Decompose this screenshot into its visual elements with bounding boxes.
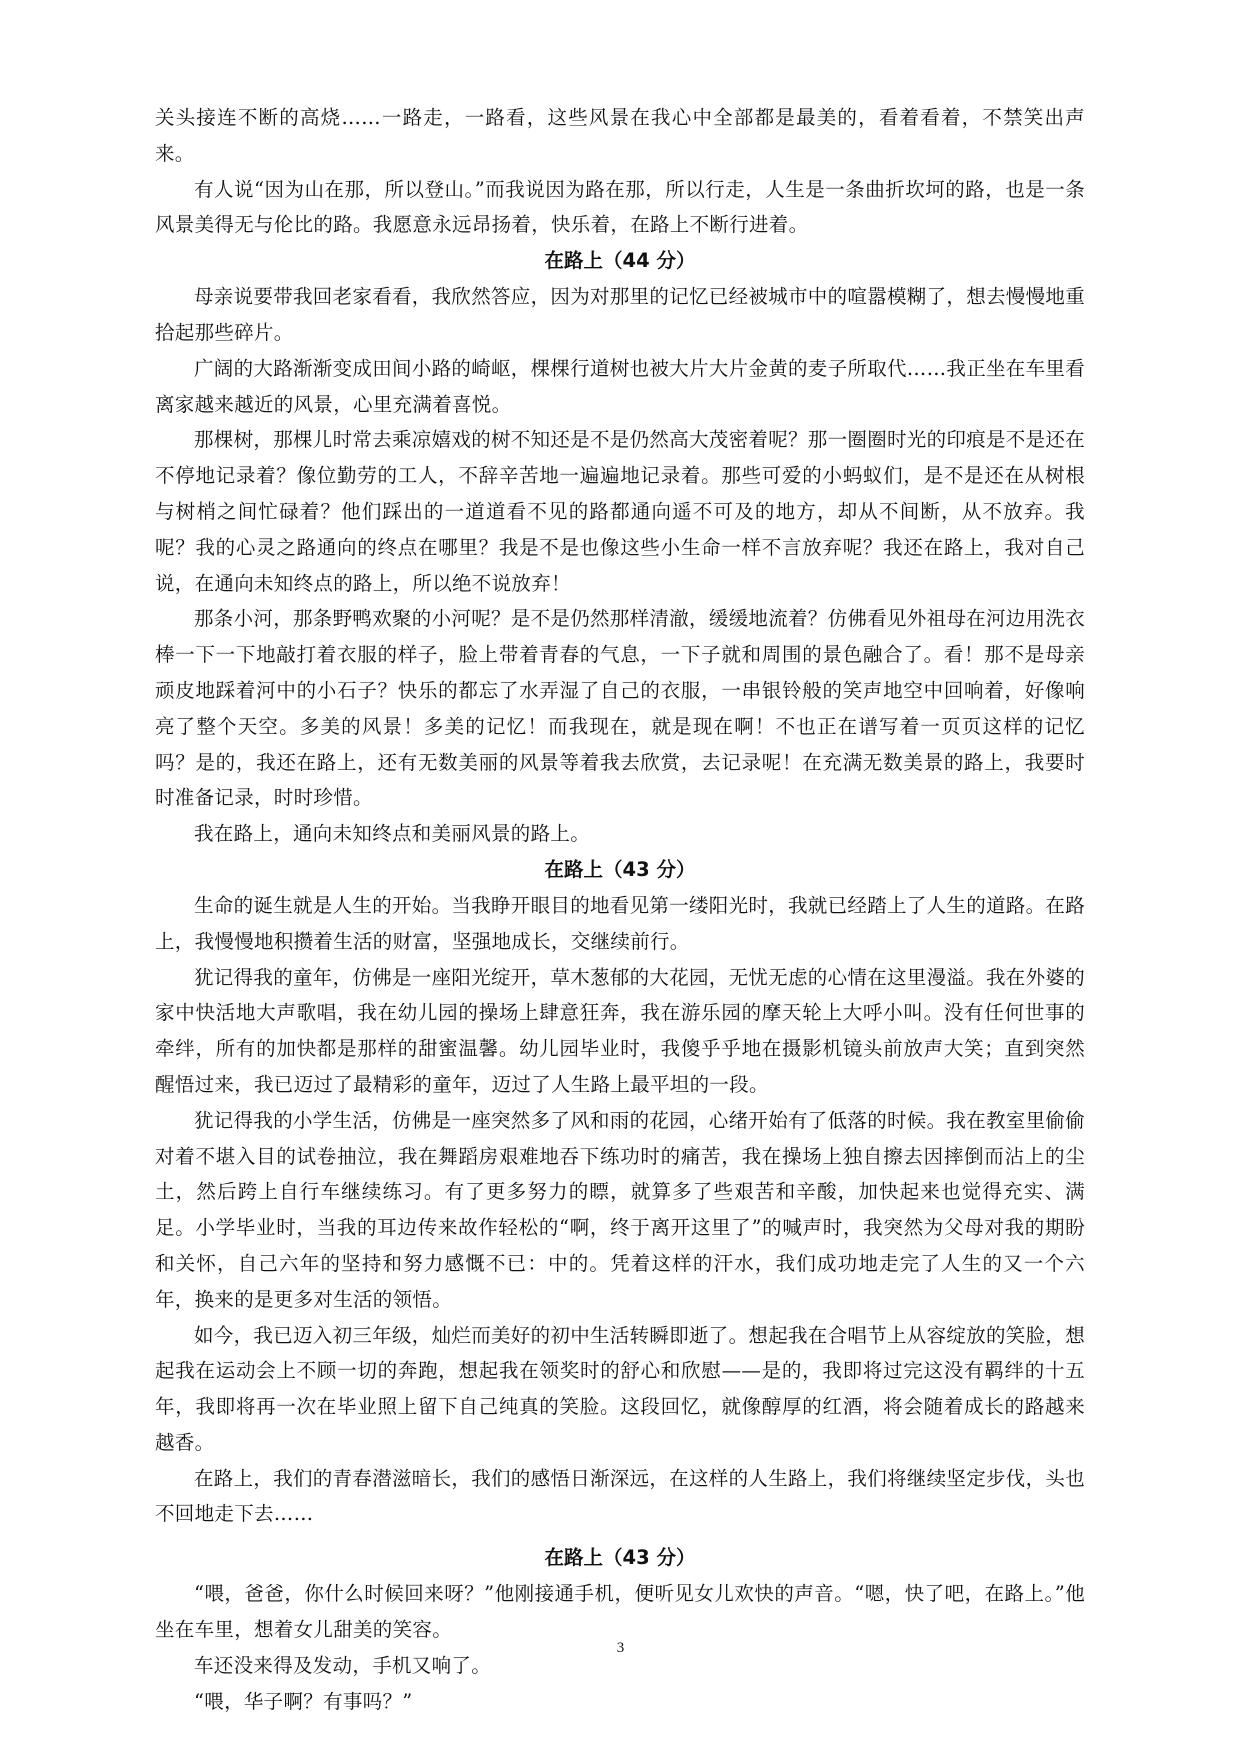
- essay-1-paragraph-2: 广阔的大路渐渐变成田间小路的崎岖，棵棵行道树也被大片大片金黄的麦子所取代……我正坐在车里看离家越来越近的风景，心里充满着喜悦。: [155, 356, 1086, 416]
- essay-2-paragraph-4: 如今，我已迈入初三年级，灿烂而美好的初中生活转瞬即逝了。想起我在合唱节上从容绽放的笑脸，想起我在运动会上不顾一切的奔跑，想起我在领奖时的舒心和欣慰——是的，我即将过完这没有羁绊的十五年，我即将再一次在毕业照上留下自己纯真的笑脸。这段回忆，就像醇厚的红酒，将会随着成长的路越来越香。: [155, 1323, 1086, 1454]
- page-number: 3: [616, 1640, 625, 1656]
- essay-3-paragraph-3: “喂，华子啊？有事吗？”: [194, 1689, 413, 1713]
- intro-paragraph-2: 有人说“因为山在那，所以登山。”而我说因为路在那，所以行走，人生是一条曲折坎坷的路，也是一条风景美得无与伦比的路。我愿意永远昂扬着，快乐着，在路上不断行进着。: [155, 177, 1085, 237]
- essay-2-paragraph-1: 生命的诞生就是人生的开始。当我睁开眼目的地看见第一缕阳光时，我就已经踏上了人生的道路。在路上，我慢慢地积攒着生活的财富，坚强地成长，交继续前行。: [155, 893, 1086, 953]
- essay-1-paragraph-1: 母亲说要带我回老家看看，我欣然答应，因为对那里的记忆已经被城市中的喧嚣模糊了，想去慢慢地重拾起那些碎片。: [155, 285, 1086, 344]
- document-page: [155, 100, 1085, 1720]
- essay-3-paragraph-2: 车还没来得及发动，手机又响了。: [194, 1653, 492, 1677]
- essay-3-paragraph-1: “喂，爸爸，你什么时候回来呀？”他刚接通手机，便听见女儿欢快的声音。“嗯，快了吧，在路上。”他坐在车里，想着女儿甜美的笑容。: [155, 1582, 1085, 1642]
- essay-3-title: 在路上（43 分）: [544, 1546, 696, 1570]
- essay-1-paragraph-5: 我在路上，通向未知终点和美丽风景的路上。: [194, 822, 591, 846]
- essay-1-title: 在路上（44 分）: [544, 249, 696, 273]
- essay-2-paragraph-2: 犹记得我的童年，仿佛是一座阳光绽开，草木葱郁的大花园，无忧无虑的心情在这里漫溢。我在外婆的家中快活地大声歌唱，我在幼儿园的操场上肆意狂奔，我在游乐园的摩天轮上大呼小叫。没有任何世事的牵绊，所有的加快都是那样的甜蜜温馨。幼儿园毕业时，我傻乎乎地在摄影机镜头前放声大笑；直到突然醒悟过来，我已迈过了最精彩的童年，迈过了人生路上最平坦的一段。: [155, 965, 1086, 1096]
- essay-2-paragraph-3: 犹记得我的小学生活，仿佛是一座突然多了风和雨的花园，心绪开始有了低落的时候。我在教室里偷偷对着不堪入目的试卷抽泣，我在舞蹈房艰难地吞下练功时的痛苦，我在操场上独自擦去因摔倒而沾上的尘土，然后跨上自行车继续练习。有了更多努力的瞟，就算多了些艰苦和辛酸，加快起来也觉得充实、满足。小学毕业时，当我的耳边传来故作轻松的“啊，终于离开这里了”的喊声时，我突然为父母对我的期盼和关怀，自己六年的坚持和努力感慨不已：中的。凭着这样的汗水，我们成功地走完了人生的又一个六年，换来的是更多对生活的领悟。: [155, 1108, 1086, 1311]
- essay-1-paragraph-4: 那条小河，那条野鸭欢聚的小河呢？是不是仍然那样清澈，缓缓地流着？仿佛看见外祖母在河边用洗衣棒一下一下地敲打着衣服的样子，脸上带着青春的气息，一下子就和周围的景色融合了。看！那不是母亲顽皮地踩着河中的小石子？快乐的都忘了水弄湿了自己的衣服，一串银铃般的笑声地空中回响着，好像响亮了整个天空。多美的风景！多美的记忆！而我现在，就是现在啊！不也正在谱写着一页页这样的记忆吗？是的，我还在路上，还有无数美丽的风景等着我去欣赏，去记录呢！在充满无数美景的路上，我要时时准备记录，时时珍惜。: [155, 607, 1086, 810]
- essay-2-paragraph-5: 在路上，我们的青春潜滋暗长，我们的感悟日渐深远，在这样的人生路上，我们将继续坚定步伐，头也不回地走下去……: [155, 1466, 1086, 1526]
- intro-paragraph-1: 关头接连不断的高烧……一路走，一路看，这些风景在我心中全部都是最美的，看着看着，不禁笑出声来。: [155, 106, 1085, 165]
- essay-1-paragraph-3: 那棵树，那棵儿时常去乘凉嬉戏的树不知还是不是仍然高大茂密着呢？那一圈圈时光的印痕是不是还在不停地记录着？像位勤劳的工人，不辞辛苦地一遍遍地记录着。那些可爱的小蚂蚁们，是不是还在从树根与树梢之间忙碌着？他们踩出的一道道看不见的路都通向遥不可及的地方，却从不间断，从不放弃。我呢？我的心灵之路通向的终点在哪里？我是不是也像这些小生命一样不言放弃呢？我还在路上，我对自己说，在通向未知终点的路上，所以绝不说放弃！: [155, 428, 1086, 595]
- essay-2-title: 在路上（43 分）: [544, 857, 696, 881]
